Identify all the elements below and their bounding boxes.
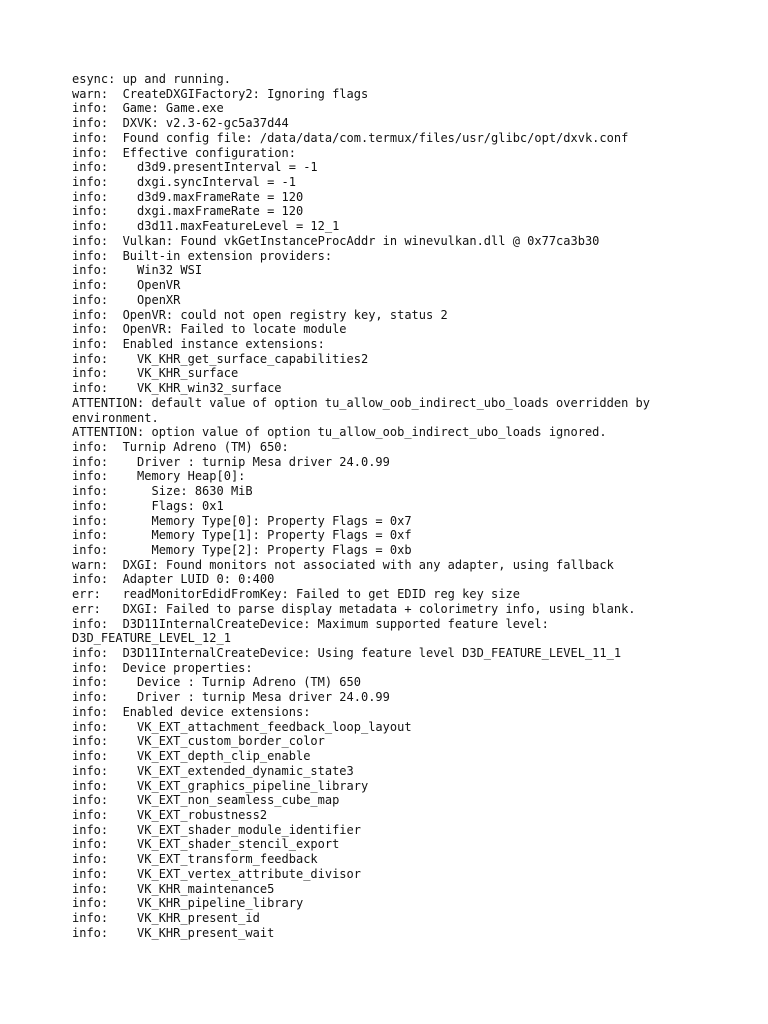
log-line: info: Built-in extension providers:	[72, 248, 333, 263]
log-line: info: d3d11.maxFeatureLevel = 12_1	[72, 219, 340, 234]
log-line: warn: CreateDXGIFactory2: Ignoring flags	[72, 86, 369, 101]
log-line: info: d3d9.presentInterval = -1	[72, 160, 318, 175]
log-line: info: Memory Type[2]: Property Flags = 0xb	[72, 543, 412, 557]
log-line: info: Vulkan: Found vkGetInstanceProcAddr in winevulkan.dll @ 0x77ca3b30	[72, 233, 600, 248]
log-line: info: Driver : turnip Mesa driver 24.0.99	[72, 454, 390, 469]
log-line: info: Adapter LUID 0: 0:400	[72, 572, 275, 587]
log-line: info: Device : Turnip Adreno (TM) 650	[72, 675, 361, 690]
log-line: info: Memory Type[1]: Property Flags = 0xf	[72, 528, 412, 543]
log-line: info: Enabled instance extensions:	[72, 336, 325, 351]
log-line: info: VK_EXT_shader_module_identifier	[72, 822, 361, 837]
log-line: info: VK_KHR_present_wait	[72, 925, 275, 940]
log-line: D3D_FEATURE_LEVEL_12_1	[72, 631, 231, 646]
log-line: esync: up and running.	[72, 72, 231, 86]
log-line: info: VK_EXT_depth_clip_enable	[72, 749, 311, 764]
log-line: info: VK_KHR_maintenance5	[72, 881, 275, 896]
log-line: info: VK_KHR_surface	[72, 366, 239, 381]
log-line: info: OpenVR	[72, 278, 181, 293]
log-line: err: readMonitorEdidFromKey: Failed to get EDID reg key size	[72, 587, 520, 602]
log-line: info: Effective configuration:	[72, 145, 296, 160]
log-line: info: VK_KHR_present_id	[72, 910, 260, 925]
log-line: info: Memory Heap[0]:	[72, 469, 246, 484]
log-line: info: VK_EXT_extended_dynamic_state3	[72, 763, 354, 778]
log-line: info: DXVK: v2.3-62-gc5a37d44	[72, 116, 289, 131]
log-line: ATTENTION: default value of option tu_allow_oob_indirect_ubo_loads overridden by	[72, 395, 650, 410]
log-line: info: OpenVR: could not open registry key, status 2	[72, 307, 448, 322]
log-line: info: VK_KHR_pipeline_library	[72, 896, 304, 911]
log-line: err: DXGI: Failed to parse display metadata + colorimetry info, using blank.	[72, 601, 636, 616]
log-line: info: VK_EXT_custom_border_color	[72, 734, 325, 749]
log-line: info: dxgi.syncInterval = -1	[72, 175, 296, 190]
log-line: info: VK_EXT_robustness2	[72, 807, 268, 822]
log-line: info: VK_EXT_graphics_pipeline_library	[72, 778, 369, 793]
log-line: info: VK_EXT_shader_stencil_export	[72, 837, 340, 852]
log-line: info: d3d9.maxFrameRate = 120	[72, 189, 304, 204]
log-line: info: VK_EXT_vertex_attribute_divisor	[72, 866, 361, 881]
log-line: info: Device properties:	[72, 660, 253, 675]
log-line: info: VK_EXT_attachment_feedback_loop_layout	[72, 719, 412, 734]
log-line: info: VK_KHR_get_surface_capabilities2	[72, 351, 369, 366]
log-line: info: OpenXR	[72, 292, 181, 307]
log-line: environment.	[72, 410, 159, 425]
log-line: info: dxgi.maxFrameRate = 120	[72, 204, 304, 219]
log-line: info: VK_EXT_non_seamless_cube_map	[72, 793, 340, 808]
log-line: info: D3D11InternalCreateDevice: Using feature level D3D_FEATURE_LEVEL_11_1	[72, 646, 622, 661]
log-line: info: Turnip Adreno (TM) 650:	[72, 439, 289, 454]
log-line: info: VK_EXT_transform_feedback	[72, 852, 318, 867]
log-line: info: Flags: 0x1	[72, 498, 224, 513]
log-output	[72, 72, 712, 940]
log-line: info: Size: 8630 MiB	[72, 484, 253, 499]
log-line: info: Found config file: /data/data/com.termux/files/usr/glibc/opt/dxvk.conf	[72, 130, 629, 145]
log-line: info: Driver : turnip Mesa driver 24.0.99	[72, 690, 390, 705]
log-line: info: Memory Type[0]: Property Flags = 0x7	[72, 513, 412, 528]
log-line: info: Win32 WSI	[72, 263, 203, 278]
log-line: info: Enabled device extensions:	[72, 704, 311, 719]
log-line: info: OpenVR: Failed to locate module	[72, 322, 347, 337]
log-line: info: D3D11InternalCreateDevice: Maximum supported feature level:	[72, 616, 549, 631]
log-line: warn: DXGI: Found monitors not associated with any adapter, using fallback	[72, 557, 614, 572]
log-line: ATTENTION: option value of option tu_allow_oob_indirect_ubo_loads ignored.	[72, 425, 607, 440]
log-line: info: VK_KHR_win32_surface	[72, 381, 282, 396]
log-line: info: Game: Game.exe	[72, 101, 224, 116]
